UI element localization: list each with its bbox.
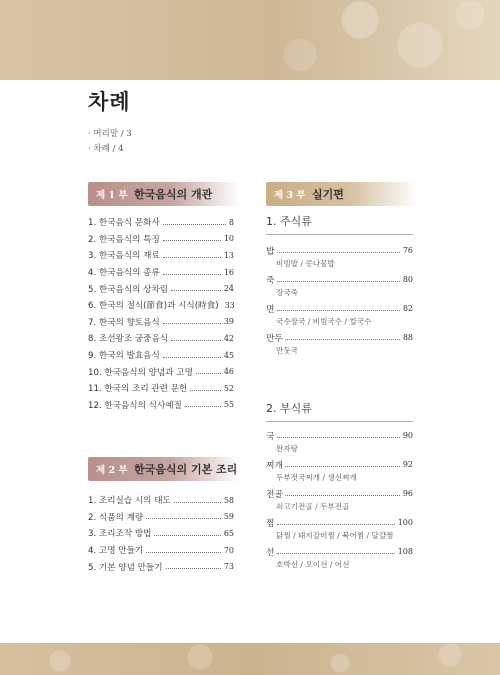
leader-dots [277,553,395,554]
leader-dots [174,502,221,503]
toc-entry-page: 33 [224,300,235,310]
leader-dots [163,224,226,225]
toc-entry-label: 전골 [266,489,283,500]
toc-entry-page: 24 [223,284,234,294]
floral-pattern [0,0,500,80]
toc-entry[interactable] [88,347,234,364]
toc-entry-page: 73 [223,562,234,572]
bottom-decorative-banner [0,643,500,675]
part3-section-title: 1. 주식류 [266,213,413,235]
leader-dots [277,281,400,282]
toc-entry-page: 100 [397,517,413,527]
toc-entry[interactable] [266,486,413,500]
toc-entry-page: 42 [223,333,234,343]
toc-entry-page: 13 [223,250,234,260]
toc-entry-dishes: 국수장국 / 비빔국수 / 칼국수 [276,317,372,326]
toc-entry-label: 5. 한국음식의 상차림 [88,283,171,295]
toc-entry-label: 밥 [266,246,275,257]
toc-entry-label: 2. 한국음식의 특징 [88,233,163,245]
toc-entry-dishes: 두부젓국찌개 / 생선찌개 [276,473,357,482]
toc-entry[interactable] [266,457,413,471]
leader-dots [163,323,221,324]
toc-entry[interactable] [266,272,413,286]
toc-entry[interactable] [266,515,413,529]
leader-dots [163,240,221,241]
toc-entry-dishes: 호박선 / 오이선 / 어선 [276,560,350,569]
toc-entry-page: 45 [223,350,234,360]
toc-entry-page: 39 [223,317,234,327]
toc-entry-label: 찜 [266,518,275,529]
part1-title: 한국음식의 개관 [134,188,213,201]
leader-dots [163,357,221,358]
page-title: 차례 [88,89,131,114]
toc-entry-label: 7. 한국의 향토음식 [88,316,163,328]
part1-header [88,182,240,206]
toc-entry-label: 1. 조리실습 시의 태도 [88,494,174,506]
toc-entry-page: 92 [402,459,413,469]
part2-number: 제 2 부 [96,465,128,476]
leader-dots [146,518,221,519]
toc-entry[interactable] [88,280,234,297]
toc-entry-dishes: 닭찜 / 돼지갈비찜 / 북어찜 / 달걀찜 [276,531,394,540]
leader-dots [146,552,221,553]
leader-dots [190,390,221,391]
toc-entry-label: 11. 한국의 조리 관련 문헌 [88,382,190,394]
toc-entry[interactable] [266,243,413,257]
toc-entry-label: 4. 고명 만들기 [88,544,146,556]
toc-entry[interactable] [88,380,234,397]
toc-entry-page: 10 [223,234,234,244]
toc-entry-page: 90 [402,430,413,440]
toc-entry-page: 108 [397,546,413,556]
leader-dots [277,524,395,525]
front-item: · 머리말 / 3 [88,129,132,139]
part2-header [88,457,240,481]
part3-section-1 [266,243,413,359]
toc-entry-label: 3. 한국음식의 재료 [88,249,163,261]
toc-entry[interactable] [88,214,234,231]
toc-entry-label: 찌개 [266,460,283,471]
toc-entry-label: 1. 한국음식 문화사 [88,216,163,228]
toc-entry-label: 10. 한국음식의 양념과 고명 [88,366,196,378]
toc-entry-label: 4. 한국음식의 종류 [88,266,163,278]
leader-dots [185,406,221,407]
part3-section-2 [266,428,413,573]
toc-entry-page: 82 [402,303,413,313]
toc-entry-page: 65 [223,528,234,538]
toc-entry[interactable] [88,558,234,575]
toc-entry-label: 만두 [266,333,283,344]
toc-entry[interactable] [266,330,413,344]
part3-title: 실기편 [312,188,344,201]
leader-dots [166,568,221,569]
leader-dots [163,257,221,258]
toc-entry-label: 6. 한국의 절식(節食)과 시식(時食) [88,299,222,311]
toc-entry-page: 59 [223,512,234,522]
toc-entry-page: 88 [402,332,413,342]
leader-dots [171,340,221,341]
leader-dots [196,373,221,374]
toc-entry-dishes: 완자탕 [276,444,299,453]
part2-toc [88,492,234,575]
toc-entry-dishes: 장국죽 [276,288,299,297]
leader-dots [171,290,221,291]
toc-entry-label: 국 [266,431,275,442]
toc-entry-page: 80 [402,274,413,284]
leader-dots [277,310,400,311]
toc-entry-page: 46 [223,367,234,377]
leader-dots [285,495,400,496]
toc-entry[interactable] [266,428,413,442]
toc-entry[interactable] [88,363,234,380]
toc-entry-label: 죽 [266,275,275,286]
toc-entry-label: 12. 한국음식의 식사예절 [88,399,185,411]
toc-entry-dishes: 비빔밥 / 콩나물밥 [276,259,335,268]
toc-entry[interactable] [88,231,234,248]
toc-entry[interactable] [266,301,413,315]
part2-title: 한국음식의 기본 조리 [134,463,238,476]
floral-pattern [0,643,500,675]
toc-entry-label: 9. 한국의 발효음식 [88,349,163,361]
toc-entry-label: 3. 조리조작 방법 [88,527,154,539]
toc-entry-label: 5. 기본 양념 만들기 [88,561,166,573]
toc-entry-page: 58 [223,495,234,505]
toc-entry-page: 16 [223,267,234,277]
leader-dots [277,252,400,253]
toc-entry[interactable] [88,314,234,331]
toc-entry[interactable] [88,297,234,314]
toc-entry-label: 8. 조선왕조 궁중음식 [88,332,171,344]
leader-dots [163,274,221,275]
toc-entry[interactable] [266,544,413,558]
toc-entry[interactable] [88,264,234,281]
toc-entry-dishes: 만둣국 [276,346,299,355]
toc-entry-page: 8 [228,217,234,227]
front-matter-list [88,127,132,157]
toc-entry-page: 55 [223,400,234,410]
toc-entry[interactable] [88,247,234,264]
part3-header [266,182,418,206]
toc-entry-dishes: 쇠고기전골 / 두부전골 [276,502,350,511]
leader-dots [154,535,220,536]
part3-number: 제 3 부 [274,190,306,201]
toc-entry[interactable] [88,397,234,414]
leader-dots [285,466,400,467]
toc-entry-label: 선 [266,547,275,558]
part3-section-title: 2. 부식류 [266,400,413,422]
leader-dots [285,339,400,340]
toc-entry-page: 96 [402,488,413,498]
toc-entry[interactable] [88,542,234,559]
toc-entry-label: 면 [266,304,275,315]
toc-entry-page: 76 [402,245,413,255]
top-decorative-banner [0,0,500,80]
toc-entry[interactable] [88,525,234,542]
part1-toc [88,214,234,413]
toc-entry[interactable] [88,492,234,509]
toc-entry-page: 52 [223,383,234,393]
toc-entry[interactable] [88,509,234,526]
toc-entry[interactable] [88,330,234,347]
toc-entry-label: 2. 식품의 계량 [88,511,146,523]
leader-dots [277,437,400,438]
front-item: · 차례 / 4 [88,144,124,154]
part1-number: 제 1 부 [96,190,128,201]
toc-entry-page: 70 [223,545,234,555]
